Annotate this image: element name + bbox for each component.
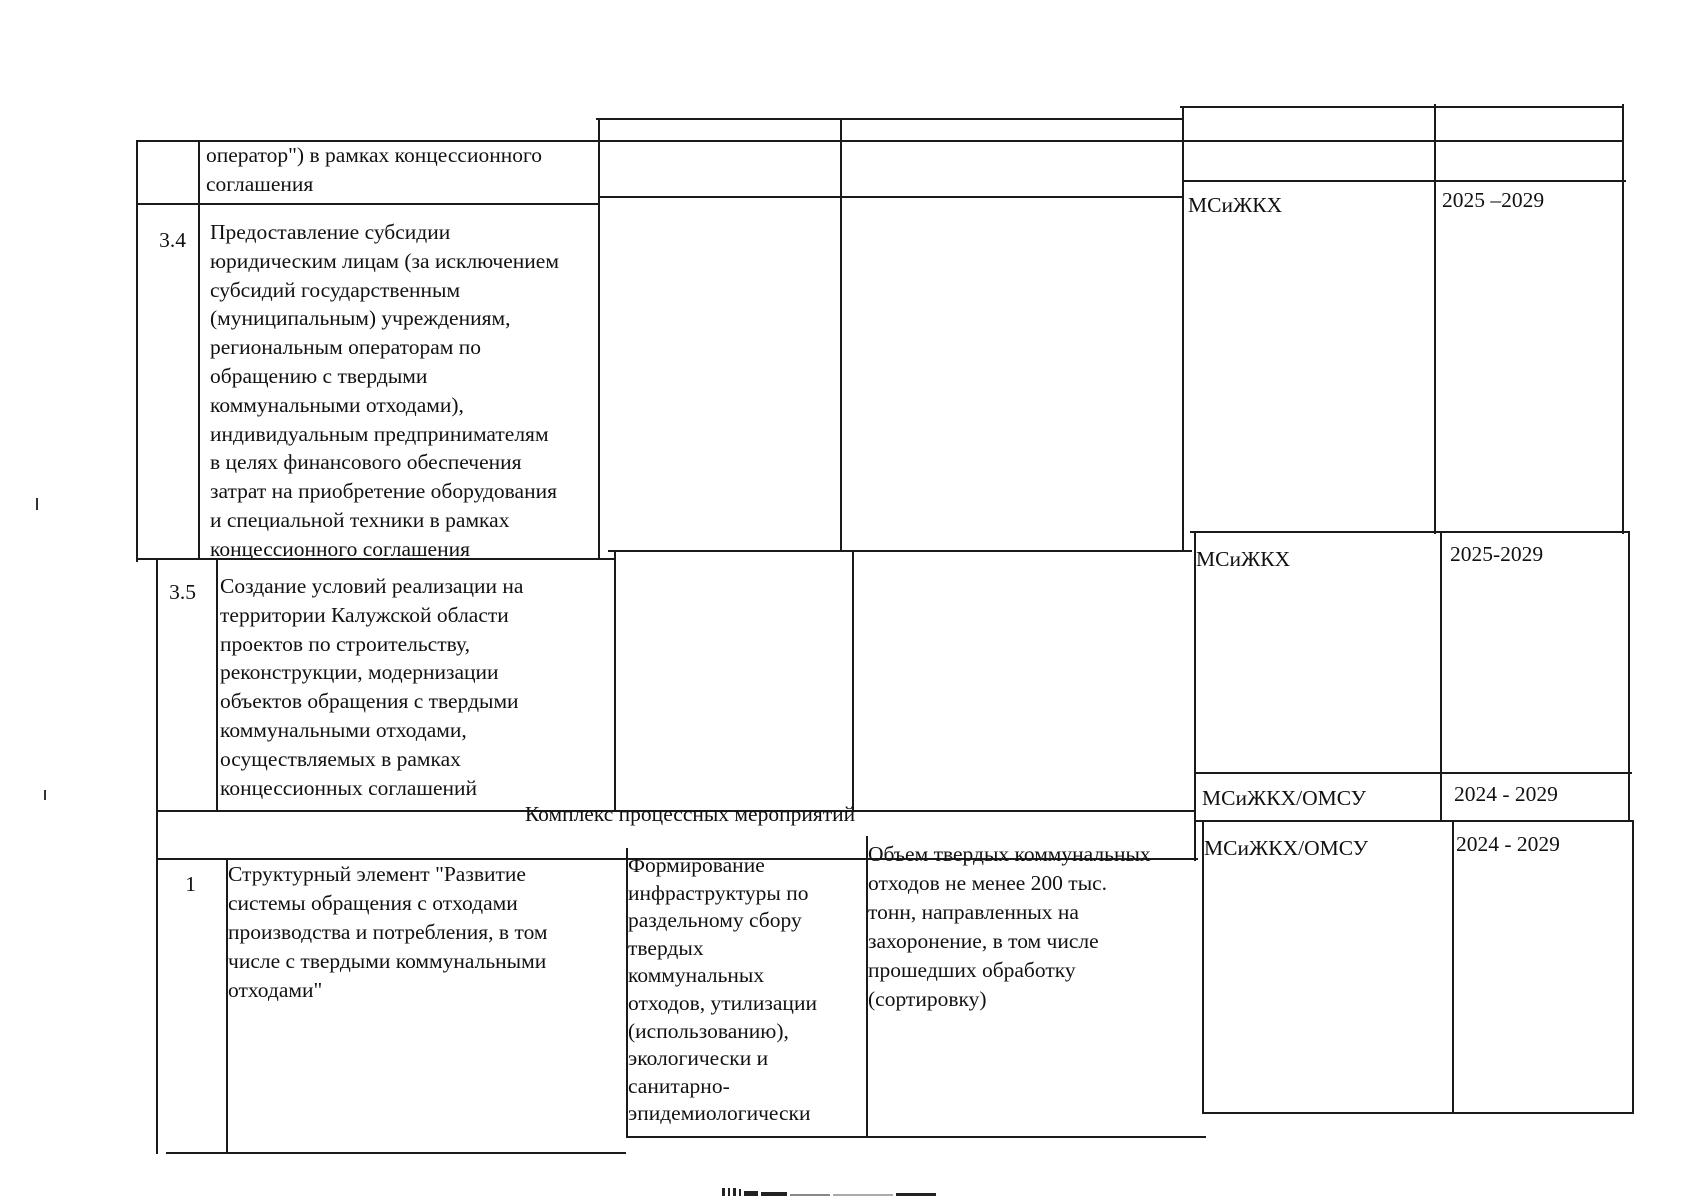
- row-separator-2b: [608, 550, 1192, 552]
- col-border-indicator-b: [1194, 531, 1196, 861]
- col-border-right: [1622, 104, 1624, 534]
- row-1-responsible: МСиЖКХ/ОМСУ: [1204, 836, 1368, 860]
- row-3-5-period: 2025-2029: [1450, 542, 1544, 566]
- row-3-5-name: Создание условий реализации на территории Калужской области проектов по строительству, реконструкции, модернизации объектов обращения с твердыми коммунальными отходами, осуществляемых в рамках концессионных соглашений: [220, 574, 524, 800]
- scan-artifact-bottom: [722, 1188, 936, 1196]
- scan-mark-left-1: [36, 498, 38, 510]
- row-3-4-responsible: МСиЖКХ: [1188, 193, 1283, 217]
- row-1-number: 1: [185, 872, 196, 896]
- row-0-name: оператор") в рамках концессионного соглашения: [206, 143, 543, 196]
- row-1-name: Структурный элемент "Развитие системы обращения с отходами производства и потребления, в том числе с твердыми коммунальными отходами": [228, 862, 548, 1002]
- col-border-result-b: [852, 550, 854, 810]
- row-3-5-number: 3.5: [169, 580, 196, 604]
- row-3-4-name: Предоставление субсидии юридическим лицам (за исключением субсидий государственным (муниципальным) учреждениям, региональным операторам по обращению с твердыми коммунальными отходами), индивидуальным предпринимателям в целях финансового обеспечения затрат на приобретение оборудования и специальной техники в рамках концессионного соглашения: [210, 220, 559, 561]
- table-border-top-mid: [596, 118, 1182, 120]
- col-border-left-b: [156, 558, 158, 1154]
- col-border-responsible-c: [1452, 820, 1454, 1114]
- table-border-bottom: [166, 1152, 626, 1154]
- col-border-num-b: [216, 558, 218, 812]
- row-separator-1b: [598, 196, 1184, 198]
- row-3-5-responsible: МСиЖКХ: [1196, 547, 1291, 571]
- table-border-top-right: [1180, 106, 1624, 108]
- section-responsible: МСиЖКХ/ОМСУ: [1202, 786, 1366, 810]
- row-separator-1c: [1184, 180, 1626, 182]
- table-border-bottom-b: [626, 1136, 1206, 1138]
- col-border-right-b: [1628, 531, 1630, 821]
- col-border-left: [136, 140, 138, 562]
- table-border-bottom-c: [1204, 1112, 1634, 1114]
- col-border-result: [840, 118, 842, 550]
- row-3-4-period: 2025 –2029: [1442, 188, 1545, 212]
- row-separator-3b: [1196, 772, 1632, 774]
- row-separator-1: [136, 203, 598, 205]
- row-1-indicator: Объем твердых коммунальных отходов не менее 200 тыс. тонн, направленных на захоронение, в том числе прошедших обработку (сортировку): [868, 842, 1151, 1011]
- scan-mark-left-2: [44, 790, 46, 800]
- col-border-right-c: [1632, 820, 1634, 1114]
- section-title: Комплекс процессных мероприятий: [524, 802, 856, 826]
- row-separator-2c: [1190, 531, 1630, 533]
- col-border-indicator-c: [1202, 820, 1204, 1114]
- row-1-result: Формирование инфраструктуры по раздельному сбору твердых коммунальных отходов, утилизации (использованию), экологически и санитарно- эпидемиологически: [628, 853, 817, 1126]
- row-separator-4b: [1196, 820, 1632, 822]
- col-border-num: [198, 140, 200, 560]
- col-border-responsible: [1434, 104, 1436, 534]
- section-period: 2024 - 2029: [1454, 782, 1558, 806]
- col-border-indicator: [1182, 106, 1184, 552]
- col-border-responsible-b: [1440, 531, 1442, 821]
- row-3-4-number: 3.4: [159, 228, 186, 252]
- row-1-period: 2024 - 2029: [1456, 832, 1560, 856]
